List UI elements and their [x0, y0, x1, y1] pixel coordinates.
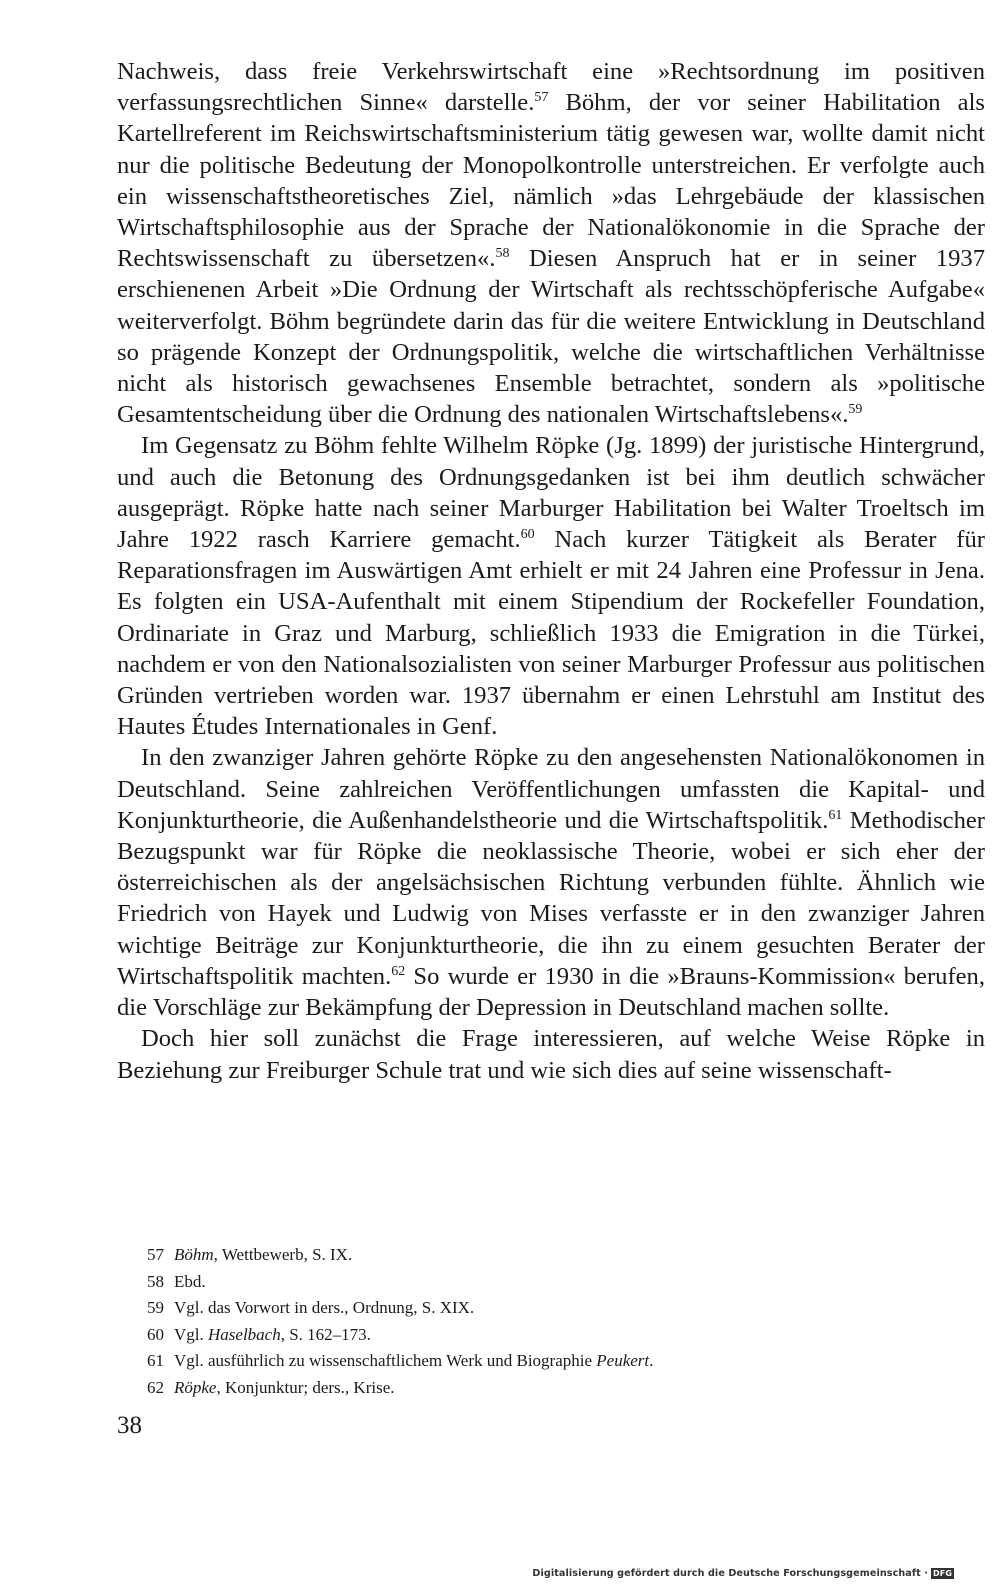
footnote-ref: 61 — [828, 807, 843, 823]
text-run: Nachweis, dass freie Verkehrswirtschaft eine »Rechtsordnung im positiven verfassungsrechtlichen Sinne« darstelle. — [117, 58, 985, 117]
body-paragraph — [117, 56, 985, 430]
footnote-ref: 60 — [520, 527, 535, 543]
footnote-text — [174, 1322, 371, 1349]
text-run: Vgl. — [174, 1324, 208, 1344]
text-run: Methodischer Bezugspunkt war für Röpke die neoklassische Theorie, wobei er sich eher der österreichischen als der angelsächsischen Richtung verbunden fühlte. Ähnlich wie Friedrich von Hayek und Ludwig von Mises verfasste er in den zwanziger Jahren wichtige Beiträge zur Konjunkturtheorie, die ihn zu einem gesuchten Berater der Wirtschaftspolitik machten. — [117, 806, 985, 990]
footnote-number: 61 — [147, 1351, 164, 1370]
text-run: , S. 162–173. — [280, 1324, 371, 1344]
body-paragraph — [117, 742, 985, 1023]
footnote-number: 59 — [147, 1298, 164, 1317]
text-run: In den zwanziger Jahren gehörte Röpke zu den angesehensten Nationalökonomen in Deutschland. Seine zahlreichen Veröffentlichungen umfassten die Kapital- und Konjunkturtheorie, die Außenhandelstheorie und die Wirtschaftspolitik. — [117, 744, 985, 834]
text-run: , Wettbewerb, S. IX. — [213, 1245, 353, 1264]
footnote-text — [174, 1295, 474, 1322]
text-run: Ebd. — [174, 1271, 206, 1291]
footnote-item — [147, 1295, 907, 1322]
footnote-ref: 62 — [391, 963, 406, 979]
footnote-number: 60 — [147, 1324, 164, 1344]
footnote-item — [147, 1375, 907, 1402]
text-run: . — [649, 1351, 654, 1370]
footnotes — [147, 1242, 907, 1401]
footnote-ref: 57 — [534, 90, 549, 106]
body-paragraph — [117, 1023, 985, 1085]
footnote-ref: 59 — [848, 402, 863, 418]
footnote-ref: 58 — [495, 246, 510, 262]
text-run: So wurde er 1930 in die »Brauns-Kommission« berufen, die Vorschläge zur Bekämpfung der Depression in Deutschland machen sollte. — [117, 962, 985, 1022]
footnote-text — [174, 1348, 653, 1375]
text-run: , Konjunktur; ders., Krise. — [216, 1377, 395, 1397]
text-run: Diesen Anspruch hat er in seiner 1937 erschienenen Arbeit »Die Ordnung der Wirtschaft als rechtsschöpferische Aufgabe« weiterverfolgt. Böhm begründete darin das für die weitere Entwicklung in Deutschland so prägende Konzept der Ordnungspolitik, welche die wirtschaftlichen Verhältnisse nicht als historisch gewachsenes Ensemble betrachtet, sondern als »politische Gesamtentscheidung über die Ordnung des nationalen Wirtschaftslebens«. — [117, 245, 985, 429]
footnote-number: 57 — [147, 1245, 164, 1264]
footnote-item — [147, 1348, 907, 1375]
page-number: 38 — [117, 1412, 142, 1439]
italic-text: Haselbach — [208, 1324, 281, 1344]
main-text — [117, 56, 985, 1086]
footnote-text — [174, 1242, 352, 1269]
italic-text: Röpke — [174, 1377, 217, 1397]
footnote-item — [147, 1242, 907, 1269]
text-run: Vgl. das Vorwort in ders., Ordnung, S. XIX. — [174, 1298, 475, 1317]
footnote-number: 58 — [147, 1271, 164, 1291]
footnote-number: 62 — [147, 1377, 164, 1397]
text-run: Im Gegensatz zu Böhm fehlte Wilhelm Röpke (Jg. 1899) der juristische Hintergrund, und auch die Betonung des Ordnungsgedanken ist bei ihm deutlich schwächer ausgeprägt. Röpke hatte nach seiner Marburger Habilitation bei Walter Troeltsch im Jahre 1922 rasch Karriere gemacht. — [117, 432, 985, 554]
text-run: Nach kurzer Tätigkeit als Berater für Reparationsfragen im Auswärtigen Amt erhielt er mit 24 Jahren eine Professur in Jena. Es folgten ein USA-Aufenthalt mit einem Stipendium der Rockefeller Foundation, Ordinariate in Graz und Marburg, schließlich 1933 die Emigration in die Türkei, nachdem er von den Nationalsozialisten von seiner Marburger Professur aus politischen Gründen vertrieben worden war. 1937 übernahm er einen Lehrstuhl am Institut des Hautes Études Internationales in Genf. — [117, 526, 985, 741]
footnote-item — [147, 1322, 907, 1349]
dfg-logo-icon: DFG — [933, 1569, 952, 1578]
footnote-text — [174, 1375, 395, 1402]
digitization-credit — [532, 1568, 954, 1579]
text-run: Vgl. ausführlich zu wissenschaftlichem Werk und Biographie — [174, 1351, 597, 1370]
body-paragraph — [117, 430, 985, 742]
italic-text: Peukert — [596, 1351, 650, 1370]
footnote-text — [174, 1269, 206, 1296]
footnote-item — [147, 1269, 907, 1296]
text-run: Böhm, der vor seiner Habilitation als Kartellreferent im Reichswirtschaftsministerium tätig gewesen war, wollte damit nicht nur die politische Bedeutung der Monopolkontrolle unterstreichen. Er verfolgte auch ein wissenschaftstheoretisches Ziel, nämlich »das Lehrgebäude der klassischen Wirtschaftsphilosophie aus der Sprache der Nationalökonomie in die Sprache der Rechtswissenschaft zu übersetzen«. — [117, 89, 985, 273]
credit-text: Digitalisierung gefördert durch die Deutsche Forschungsgemeinschaft · — [532, 1568, 929, 1579]
text-run: Doch hier soll zunächst die Frage interessieren, auf welche Weise Röpke in Beziehung zur Freiburger Schule trat und wie sich dies auf seine wissenschaft- — [117, 1025, 985, 1084]
italic-text: Böhm — [174, 1245, 214, 1264]
